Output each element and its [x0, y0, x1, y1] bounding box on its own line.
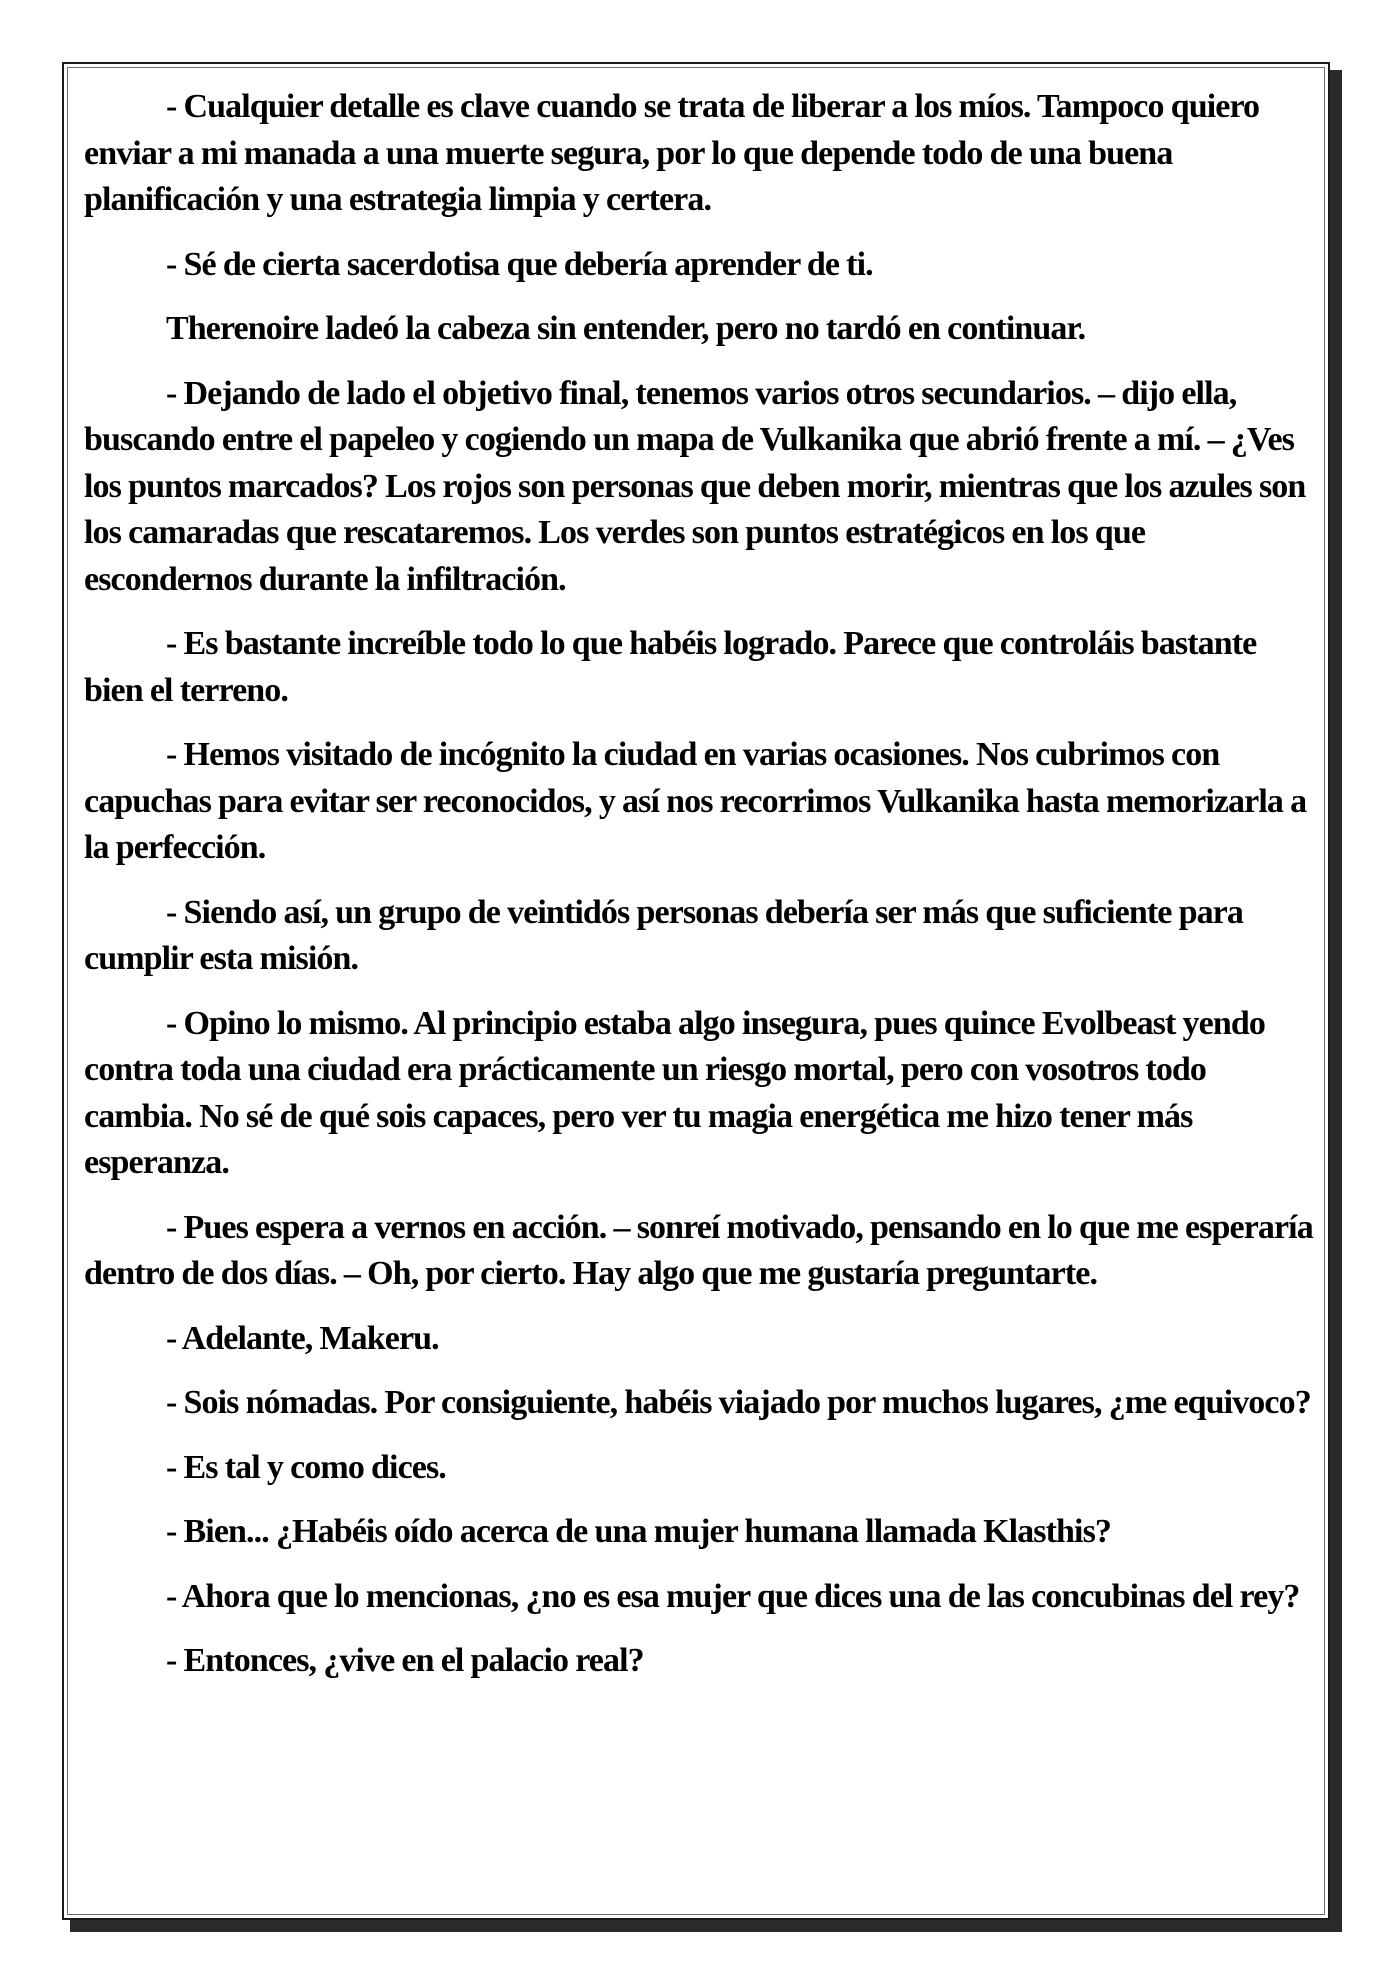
paragraph: - Siendo así, un grupo de veintidós personas debería ser más que suficiente para cumplir esta misión. — [84, 893, 1243, 977]
paragraph: - Es tal y como dices. — [166, 1448, 446, 1486]
paragraph: - Es bastante increíble todo lo que habéis logrado. Parece que controláis bastante bien el terreno. — [84, 625, 1257, 709]
paragraph: - Bien... ¿Habéis oído acerca de una mujer humana llamada Klasthis? — [166, 1513, 1112, 1550]
paragraph: - Opino lo mismo. Al principio estaba algo insegura, pues quince Evolbeast yendo contra toda una ciudad era prácticamente un riesgo mortal, pero con vosotros todo cambia. No sé de qué sois capaces, pero ver tu magia energética me hizo tener más esperanza. — [84, 1004, 1265, 1181]
paragraph: Therenoire ladeó la cabeza sin entender, pero no tardó en continuar. — [166, 310, 1086, 347]
paragraph: - Ahora que lo mencionas, ¿no es esa mujer que dices una de las concubinas del rey? — [166, 1577, 1300, 1615]
paragraph: - Sé de cierta sacerdotisa que debería aprender de ti. — [166, 245, 873, 283]
document-body — [84, 84, 1314, 1703]
paragraph: - Hemos visitado de incógnito la ciudad en varias ocasiones. Nos cubrimos con capuchas para evitar ser reconocidos, y así nos recorrimos Vulkanika hasta memorizarla a la perfección. — [84, 736, 1307, 866]
paragraph: - Cualquier detalle es clave cuando se trata de liberar a los míos. Tampoco quiero enviar a mi manada a una muerte segura, por lo que depende todo de una buena planificación y una estrategia limpia y certera. — [84, 88, 1260, 218]
paragraph: - Sois nómadas. Por consiguiente, habéis viajado por muchos lugares, ¿me equivoco? — [166, 1384, 1311, 1421]
paragraph: - Adelante, Makeru. — [166, 1319, 439, 1357]
paragraph: - Entonces, ¿vive en el palacio real? — [166, 1642, 644, 1679]
paragraph: - Dejando de lado el objetivo final, tenemos varios otros secundarios. – dijo ella, buscando entre el papeleo y cogiendo un mapa de Vulkanika que abrió frente a mí. – ¿Ves los puntos marcados? Los rojos son personas que deben morir, mientras que los azules son los camaradas que rescataremos. Los verdes son puntos estratégicos en los que escondernos durante la infiltración. — [84, 374, 1306, 598]
paragraph: - Pues espera a vernos en acción. – sonreí motivado, pensando en lo que me esperaría dentro de dos días. – Oh, por cierto. Hay algo que me gustaría preguntarte. — [84, 1208, 1313, 1292]
